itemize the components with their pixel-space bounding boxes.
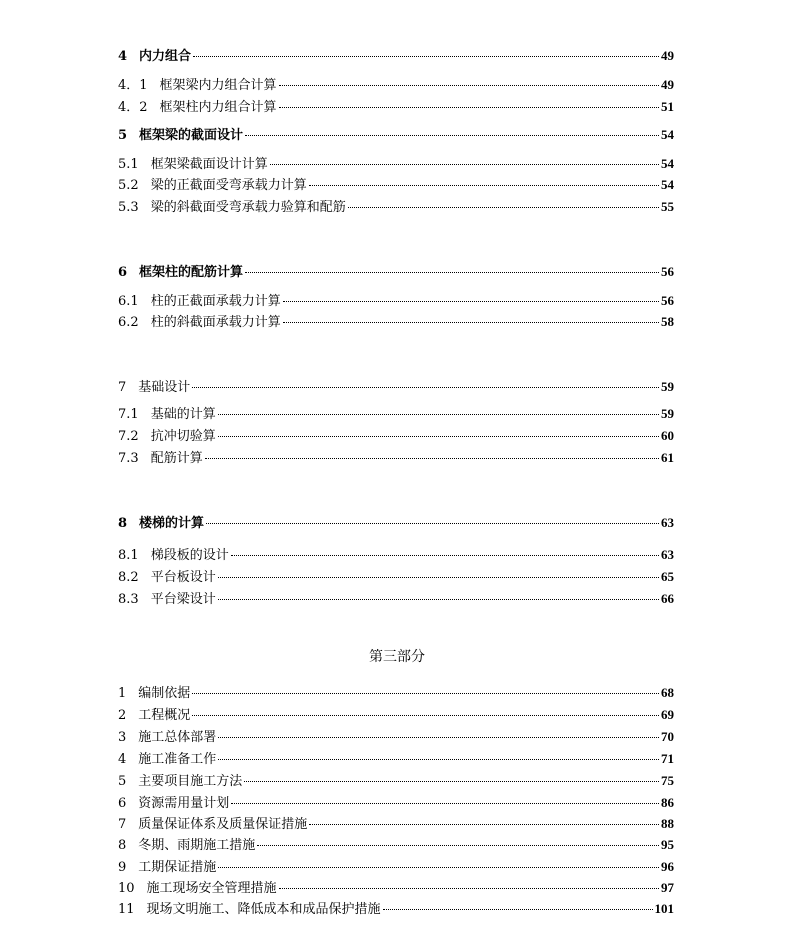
toc-entry[interactable]: [118, 514, 674, 533]
toc-entry-title: 梁的斜截面受弯承载力验算和配筋: [150, 200, 346, 215]
toc-entry-page: 69: [661, 707, 674, 722]
toc-entry-page: 101: [654, 901, 674, 916]
toc-entry-title: 柱的斜截面承载力计算: [150, 315, 281, 330]
toc-entry[interactable]: [118, 176, 674, 195]
toc-entry-number: 7: [118, 380, 127, 395]
toc-entry[interactable]: [118, 858, 674, 877]
toc-entry-page: 59: [661, 379, 674, 394]
toc-entry-page: 55: [661, 199, 674, 214]
dot-leader: [283, 322, 659, 323]
toc-entry[interactable]: [118, 750, 674, 769]
dot-leader: [192, 715, 659, 716]
toc-entry-number: 2: [118, 708, 127, 723]
toc-entry-page: 49: [661, 48, 674, 63]
toc-entry-number: 8.1: [118, 548, 139, 563]
toc-entry-title: 抗冲切验算: [150, 429, 216, 444]
dot-leader: [245, 272, 659, 273]
toc-entry-number: 8: [118, 838, 127, 853]
toc-entry[interactable]: [118, 76, 674, 95]
toc-entry-number: 4．1: [118, 78, 148, 93]
dot-leader: [193, 56, 659, 57]
toc-entry-page: 56: [661, 264, 674, 279]
toc-entry-page: 68: [661, 685, 674, 700]
toc-entry-page: 63: [661, 547, 674, 562]
toc-entry-title: 楼梯的计算: [139, 516, 205, 531]
toc-entry-title: 框架梁截面设计计算: [150, 157, 268, 172]
toc-entry-number: 7.2: [118, 429, 139, 444]
toc-entry-page: 71: [661, 751, 674, 766]
toc-entry-number: 6: [118, 265, 128, 280]
toc-entry-title: 框架梁内力组合计算: [159, 78, 277, 93]
toc-entry-number: 7.1: [118, 407, 139, 422]
toc-entry[interactable]: [118, 815, 674, 834]
dot-leader: [205, 458, 659, 459]
dot-leader: [245, 135, 659, 136]
toc-entry-page: 86: [661, 795, 674, 810]
toc-entry-number: 8: [118, 516, 128, 531]
toc-entry-page: 54: [661, 127, 674, 142]
toc-entry-title: 质量保证体系及质量保证措施: [138, 817, 308, 832]
toc-entry-page: 63: [661, 515, 674, 530]
toc-entry-title: 梁的正截面受弯承载力计算: [150, 178, 307, 193]
toc-entry-title: 平台板设计: [150, 570, 216, 585]
toc-entry[interactable]: [118, 706, 674, 725]
toc-entry-number: 11: [118, 902, 135, 917]
toc-entry-page: 61: [661, 450, 674, 465]
toc-entry-page: 70: [661, 729, 674, 744]
toc-entry-title: 梯段板的设计: [150, 548, 229, 563]
toc-entry-page: 96: [661, 859, 674, 874]
toc-entry[interactable]: [118, 405, 674, 424]
dot-leader: [218, 414, 659, 415]
toc-entry-number: 5.3: [118, 200, 139, 215]
toc-entry-number: 9: [118, 860, 127, 875]
dot-leader: [279, 107, 659, 108]
toc-entry-page: 51: [661, 99, 674, 114]
toc-entry-title: 框架梁的截面设计: [139, 128, 244, 143]
toc-entry[interactable]: [118, 546, 674, 565]
toc-entry-number: 4．2: [118, 100, 148, 115]
toc-entry-title: 主要项目施工方法: [138, 774, 243, 789]
toc-entry[interactable]: [118, 794, 674, 813]
dot-leader: [192, 693, 659, 694]
dot-leader: [257, 845, 659, 846]
toc-entry[interactable]: [118, 126, 674, 145]
toc-entry-title: 编制依据: [138, 686, 191, 701]
toc-entry[interactable]: [118, 728, 674, 747]
toc-entry-number: 5: [118, 128, 128, 143]
toc-entry-page: 58: [661, 314, 674, 329]
toc-entry[interactable]: [118, 47, 674, 66]
toc-entry-title: 施工现场安全管理措施: [146, 881, 277, 896]
toc-entry-title: 柱的正截面承载力计算: [150, 294, 281, 309]
toc-entry[interactable]: [118, 568, 674, 587]
dot-leader: [218, 599, 659, 600]
toc-entry-title: 工程概况: [138, 708, 191, 723]
toc-entry-number: 7.3: [118, 451, 139, 466]
toc-entry-title: 内力组合: [139, 49, 192, 64]
dot-leader: [283, 301, 659, 302]
toc-entry-page: 54: [661, 177, 674, 192]
toc-entry-number: 3: [118, 730, 127, 745]
toc-entry[interactable]: [118, 378, 674, 397]
dot-leader: [206, 523, 659, 524]
toc-entry-title: 框架柱的配筋计算: [139, 265, 244, 280]
toc-entry-number: 1: [118, 686, 127, 701]
toc-entry-title: 基础的计算: [150, 407, 216, 422]
toc-entry-number: 7: [118, 817, 127, 832]
toc-entry-number: 5.1: [118, 157, 139, 172]
toc-entry[interactable]: [118, 449, 674, 468]
toc-entry[interactable]: [118, 684, 674, 703]
toc-entry-title: 现场文明施工、降低成本和成品保护措施: [146, 902, 381, 917]
toc-entry-page: 54: [661, 156, 674, 171]
toc-entry-number: 8.2: [118, 570, 139, 585]
dot-leader: [218, 867, 659, 868]
dot-leader: [218, 759, 659, 760]
toc-entry-number: 6.2: [118, 315, 139, 330]
toc-entry-page: 59: [661, 406, 674, 421]
toc-entry-number: 4: [118, 752, 127, 767]
toc-entry-title: 基础设计: [138, 380, 191, 395]
toc-entry[interactable]: [118, 879, 674, 898]
toc-entry-page: 49: [661, 77, 674, 92]
dot-leader: [279, 888, 659, 889]
toc-entry-title: 工期保证措施: [138, 860, 217, 875]
toc-entry-number: 10: [118, 881, 135, 896]
toc-entry-page: 88: [661, 816, 674, 831]
dot-leader: [231, 555, 659, 556]
toc-entry[interactable]: [118, 590, 674, 609]
dot-leader: [309, 185, 659, 186]
dot-leader: [244, 781, 659, 782]
toc-entry[interactable]: [118, 292, 674, 311]
toc-entry-number: 4: [118, 49, 128, 64]
toc-entry-number: 8.3: [118, 592, 139, 607]
toc-entry[interactable]: [118, 155, 674, 174]
toc-entry-title: 框架柱内力组合计算: [159, 100, 277, 115]
toc-entry-page: 75: [661, 773, 674, 788]
toc-entry-page: 56: [661, 293, 674, 308]
toc-entry[interactable]: [118, 836, 674, 855]
toc-entry-number: 5: [118, 774, 127, 789]
toc-entry[interactable]: [118, 98, 674, 117]
toc-entry-page: 60: [661, 428, 674, 443]
dot-leader: [192, 387, 659, 388]
toc-entry[interactable]: [118, 263, 674, 282]
toc-entry-title: 资源需用量计划: [138, 796, 230, 811]
toc-entry[interactable]: [118, 198, 674, 217]
toc-entry[interactable]: [118, 900, 674, 919]
dot-leader: [279, 85, 659, 86]
part-three-heading: 第三部分: [369, 649, 425, 665]
toc-entry-title: 施工准备工作: [138, 752, 217, 767]
dot-leader: [218, 737, 659, 738]
toc-entry-number: 6: [118, 796, 127, 811]
dot-leader: [383, 909, 653, 910]
toc-entry-number: 5.2: [118, 178, 139, 193]
dot-leader: [309, 824, 659, 825]
toc-entry-page: 97: [661, 880, 674, 895]
dot-leader: [218, 436, 659, 437]
toc-entry-page: 95: [661, 837, 674, 852]
toc-entry-page: 65: [661, 569, 674, 584]
toc-entry-number: 6.1: [118, 294, 139, 309]
toc-entry-page: 66: [661, 591, 674, 606]
toc-entry[interactable]: [118, 772, 674, 791]
toc-entry-title: 施工总体部署: [138, 730, 217, 745]
toc-entry-title: 冬期、雨期施工措施: [138, 838, 256, 853]
toc-entry[interactable]: [118, 313, 674, 332]
dot-leader: [231, 803, 659, 804]
dot-leader: [218, 577, 659, 578]
dot-leader: [348, 207, 659, 208]
dot-leader: [270, 164, 659, 165]
toc-entry-title: 平台梁设计: [150, 592, 216, 607]
toc-entry[interactable]: [118, 427, 674, 446]
toc-entry-title: 配筋计算: [150, 451, 203, 466]
